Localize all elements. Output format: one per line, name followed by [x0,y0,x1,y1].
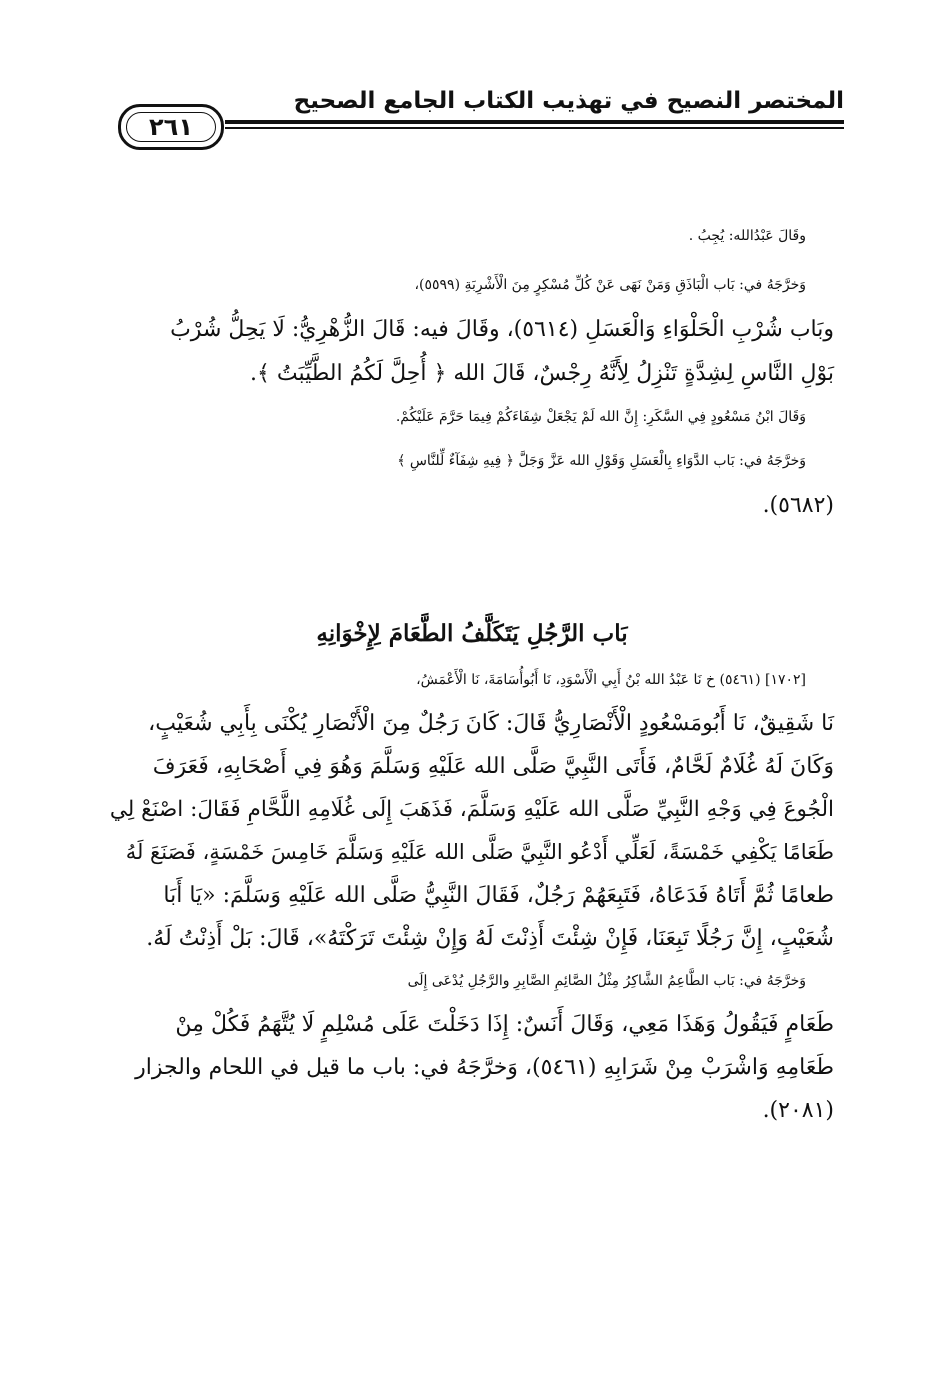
text-line: وَخرَّجَهُ في: بَاب الدَّوَاءِ بِالْعَسَلِ وَقَوْلِ الله عَزَّ وَجَلَّ ﴿ فِيهِ شِفَآءٌ لِّلنَّاسِ ﴾ [397,453,806,469]
text-line: شُعَيْبٍ، إِنَّ رَجُلًا تَبِعَنَا، فَإِنْ شِئْتَ أَذِنْتَ لَهُ وَإِنْ شِئْتَ تَرَكْتَهُ»، قَالَ: بَلْ أَذِنْتُ لَهُ. [146,926,834,951]
section-heading: بَاب الرَّجُلِ يَتَكَلَّفُ الطَّعَامَ لِإِخْوَانِهِ [316,620,628,647]
text-line: طَعَامِهِ وَاشْرَبْ مِنْ شَرَابِهِ (٥٤٦١)، وَخرَّجَهُ في: باب ما قيل في اللحام والجزار [135,1055,834,1080]
text-line: الْجُوعَ فِي وَجْهِ النَّبِيِّ صَلَّى الله عَلَيْهِ وَسَلَّمَ، فَذَهَبَ إِلَى غُلَامِهِ اللَّحَّامِ فَقَالَ: اصْنَعْ لِي [109,797,834,822]
section-2-text [110,660,834,1131]
text-line: وَقَالَ ابْنُ مَسْعُودٍ فِي السَّكَرِ: إِنَّ الله لَمْ يَجْعَلْ شِفَاءَكُمْ فِيمَا حَرَّمَ عَلَيْكُمْ. [395,409,806,425]
text-line: طَعَامًا يَكْفِي خَمْسَةً، لَعَلِّي أَدْعُو النَّبِيَّ صَلَّى الله عَلَيْهِ وَسَلَّمَ خَامِسَ خَمْسَةٍ، فَصَنَعَ لَهُ [125,840,834,864]
section-1-text [110,216,834,526]
text-line: وَخرَّجَهُ في: بَاب الطَّاعِمُ الشَّاكِرُ مِثْلُ الصَّائِمِ الصَّابِرِ والرَّجُلِ يُدْعَى إِلَى [407,973,806,989]
text-line: طعامًا ثُمَّ أَتَاهُ فَدَعَاهُ، فَتَبِعَهُمْ رَجُلٌ، فَقَالَ النَّبِيُّ صَلَّى الله عَلَيْهِ وَسَلَّمَ: «يَا أَبَا [163,883,834,908]
text-line: (٢٠٨١). [762,1098,834,1123]
text-line: وقَالَ عَبْدُالله: يُجِبُ . [688,228,806,244]
header-rule-thick [225,120,844,124]
header-rule-thin [225,127,844,129]
text-line: وَكَانَ لَهُ غُلَامٌ لَحَّامٌ، فَأَتَى النَّبِيَّ صَلَّى الله عَلَيْهِ وَسَلَّمَ وَهُوَ فِي أَصْحَابِهِ، فَعَرَفَ [152,754,834,779]
text-line: طَعَامٍ فَيَقُولُ وَهَذَا مَعِي، وَقَالَ أَنَسٌ: إِذَا دَخَلْتَ عَلَى مُسْلِمٍ لَا يُتَّهَمُ فَكُلْ مِنْ [175,1012,834,1037]
running-header-title: المختصر النصيح في تهذيب الكتاب الجامع الصحيح [293,88,844,114]
page-number-box [118,104,224,150]
text-line: وَخرَّجَهُ في: بَاب الْبَاذَقِ وَمَنْ نَهَى عَنْ كُلِّ مُسْكِرٍ مِنَ الْأَشْرِبَةِ (٥٥٩٩)، [414,277,806,293]
page-number: ٢٦١ [149,113,193,141]
text-line: وبَاب شُرْبِ الْحَلْوَاءِ وَالْعَسَلِ (٥٦١٤)، وقَالَ فيه: قَالَ الزُّهْرِيُّ: لَا يَحِلُّ شُرْبُ [170,317,834,342]
text-line: (٥٦٨٢). [762,493,834,518]
text-line: بَوْلِ النَّاسِ لِشِدَّةٍ تَنْزِلُ لِأَنَّهُ رِجْسٌ، قَالَ الله ﴿ أُحِلَّ لَكُمُ الطَّيِّبَتُ ﴾. [249,361,834,386]
text-line: [١٧٠٢] (٥٤٦١) خ نَا عَبْدُ الله بْنُ أَبِي الْأَسْوَدِ، نَا أَبُوأُسَامَةَ، نَا الْأَعْمَشُ، [416,672,806,688]
text-line: نَا شَقِيقٌ، نَا أَبُومَسْعُودٍ الْأَنْصَارِيُّ قَالَ: كَانَ رَجُلٌ مِنَ الْأَنْصَارِ يُكْنَى بِأَبِي شُعَيْبٍ، [148,711,834,736]
